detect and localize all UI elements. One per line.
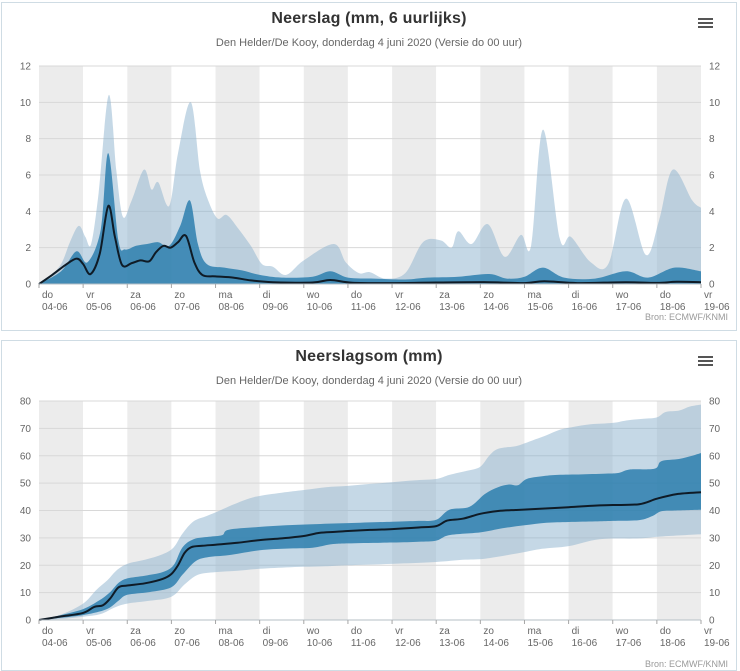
chart-subtitle: Den Helder/De Kooy, donderdag 4 juni 2020 (Versie do 00 uur) — [215, 37, 523, 49]
chart-title: Neerslag (mm, 6 uurlijks) — [271, 10, 467, 27]
x-axis-label-weekday: ma — [218, 290, 233, 301]
source-credit: Bron: ECMWF/KNMI — [644, 659, 728, 669]
y-axis-label: 6 — [709, 170, 715, 182]
source-credit: Bron: ECMWF/KNMI — [644, 312, 728, 322]
x-axis-label-weekday: do — [659, 290, 671, 301]
x-axis-label-date: 15-06 — [527, 638, 554, 649]
chart-menu-button[interactable] — [694, 354, 716, 370]
x-axis-label-weekday: zo — [483, 290, 494, 301]
x-axis-label-date: 10-06 — [306, 302, 333, 313]
y-axis-label: 10 — [709, 588, 721, 600]
y-axis-label: 70 — [19, 423, 31, 435]
y-axis-label: 0 — [709, 615, 715, 627]
y-axis-label: 70 — [709, 423, 721, 435]
x-axis-label-weekday: vr — [395, 290, 404, 301]
y-axis-label: 0 — [25, 615, 31, 627]
x-axis-label-weekday: vr — [86, 626, 95, 637]
y-axis-label: 50 — [709, 478, 721, 490]
hamburger-icon — [694, 356, 716, 366]
x-axis-label-date: 05-06 — [86, 302, 112, 313]
y-axis-label: 6 — [25, 170, 31, 182]
y-axis-label: 40 — [19, 506, 31, 517]
x-axis-label-date: 09-06 — [262, 302, 289, 313]
x-axis-label-date: 05-06 — [86, 638, 112, 649]
x-axis-label-date: 18-06 — [659, 638, 686, 649]
x-axis-label-date: 07-06 — [174, 638, 200, 649]
x-axis-label-date: 13-06 — [439, 638, 465, 649]
chart-menu-button[interactable] — [694, 16, 716, 32]
x-axis-label-weekday: do — [350, 626, 363, 637]
y-axis-label: 2 — [25, 243, 31, 255]
y-axis-label: 0 — [709, 279, 715, 291]
x-axis-label-weekday: vr — [395, 626, 404, 637]
x-axis-label-weekday: di — [571, 290, 580, 301]
x-axis-label-weekday: di — [262, 626, 271, 637]
x-axis-label-weekday: wo — [306, 626, 320, 637]
x-axis-label-date: 19-06 — [704, 302, 730, 313]
y-axis-label: 20 — [709, 560, 721, 572]
y-axis-label: 20 — [19, 560, 31, 572]
x-axis-label-weekday: zo — [174, 626, 185, 637]
y-axis-label: 2 — [709, 243, 715, 255]
x-axis-label-weekday: do — [42, 290, 54, 301]
y-axis-label: 0 — [25, 279, 31, 291]
x-axis-label-date: 12-06 — [395, 638, 421, 649]
chart-panel-neerslag — [1, 2, 737, 331]
x-axis-label-date: 16-06 — [571, 638, 598, 649]
x-axis-label-date: 14-06 — [483, 302, 509, 313]
x-axis-label-weekday: ma — [527, 290, 542, 301]
y-axis-label: 80 — [19, 396, 31, 408]
x-axis-label-date: 04-06 — [42, 638, 68, 649]
x-axis-label-date: 14-06 — [483, 638, 509, 649]
x-axis-label-weekday: do — [659, 626, 671, 637]
y-axis-label: 40 — [709, 506, 721, 517]
x-axis-label-weekday: wo — [615, 290, 629, 301]
x-axis-label-date: 10-06 — [306, 638, 333, 649]
x-axis-label-weekday: vr — [704, 626, 713, 637]
x-axis-label-date: 07-06 — [174, 302, 200, 313]
x-axis-label-weekday: za — [439, 626, 450, 637]
y-axis-label: 10 — [19, 588, 31, 600]
x-axis-label-weekday: di — [262, 290, 271, 301]
x-axis-label-date: 11-06 — [350, 638, 376, 649]
y-axis-label: 12 — [19, 61, 31, 73]
x-axis-label-date: 13-06 — [439, 302, 465, 313]
y-axis-label: 50 — [19, 478, 31, 490]
x-axis-label-weekday: do — [350, 290, 363, 301]
x-axis-label-date: 17-06 — [615, 638, 642, 649]
x-axis-label-date: 12-06 — [395, 302, 421, 313]
x-axis-label-weekday: ma — [218, 626, 233, 637]
chart-panel-neerslagsom — [1, 340, 737, 671]
chart-subtitle: Den Helder/De Kooy, donderdag 4 juni 2020 (Versie do 00 uur) — [215, 375, 523, 387]
x-axis-label-date: 17-06 — [615, 302, 642, 313]
x-axis-label-weekday: wo — [615, 626, 629, 637]
x-axis-label-weekday: vr — [704, 290, 713, 301]
x-axis-label-weekday: di — [571, 626, 580, 637]
x-axis-label-date: 15-06 — [527, 302, 554, 313]
y-axis-label: 80 — [709, 396, 721, 408]
hamburger-icon — [694, 18, 716, 28]
x-axis-label-weekday: do — [42, 626, 54, 637]
y-axis-label: 12 — [709, 61, 721, 73]
y-axis-label: 4 — [25, 206, 31, 218]
x-axis-label-weekday: wo — [306, 290, 320, 301]
x-axis-label-weekday: ma — [527, 626, 542, 637]
x-axis-label-date: 06-06 — [130, 302, 156, 313]
x-axis-label-date: 19-06 — [704, 638, 730, 649]
x-axis-label-date: 08-06 — [218, 638, 245, 649]
x-axis-label-weekday: za — [130, 626, 141, 637]
x-axis-label-date: 18-06 — [659, 302, 686, 313]
y-axis-label: 10 — [709, 97, 721, 109]
y-axis-label: 60 — [709, 451, 721, 463]
x-axis-label-date: 08-06 — [218, 302, 245, 313]
precipitation-plume-chart[interactable] — [2, 3, 736, 330]
x-axis-label-date: 09-06 — [262, 638, 289, 649]
y-axis-label: 30 — [709, 533, 721, 545]
x-axis-label-weekday: zo — [483, 626, 494, 637]
x-axis-label-weekday: za — [130, 290, 141, 301]
x-axis-label-date: 16-06 — [571, 302, 598, 313]
x-axis-label-weekday: zo — [174, 290, 185, 301]
x-axis-label-date: 11-06 — [350, 302, 376, 313]
x-axis-label-weekday: vr — [86, 290, 95, 301]
y-axis-label: 4 — [709, 206, 715, 218]
y-axis-label: 60 — [19, 451, 31, 463]
cumulative-precipitation-chart[interactable] — [2, 341, 736, 670]
x-axis-label-weekday: za — [439, 290, 450, 301]
x-axis-label-date: 06-06 — [130, 638, 156, 649]
x-axis-label-date: 04-06 — [42, 302, 68, 313]
y-axis-label: 8 — [709, 134, 715, 146]
y-axis-label: 30 — [19, 533, 31, 545]
y-axis-label: 10 — [19, 97, 31, 109]
chart-title: Neerslagsom (mm) — [295, 348, 443, 365]
y-axis-label: 8 — [25, 134, 31, 146]
